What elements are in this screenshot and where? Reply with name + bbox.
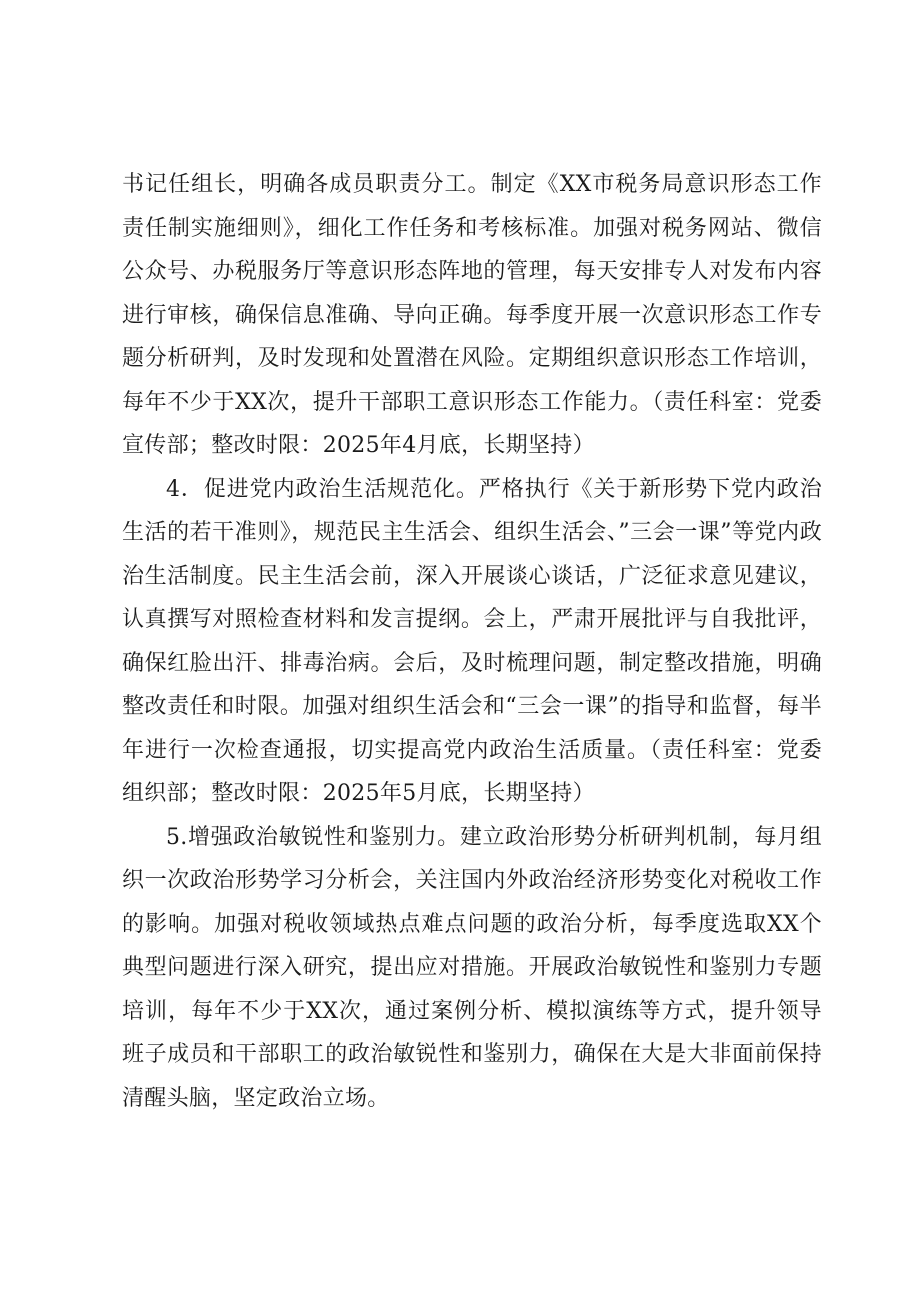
paragraph-item-5: 5.增强政治敏锐性和鉴别力。建立政治形势分析研判机制，每月组织一次政治形势学习分析会，关注国内外政治经济形势变化对税收工作的影响。加强对税收领域热点难点问题的政治分析，每季度选取XX个典型问题进行深入研究，提出应对措施。开展政治敏锐性和鉴别力专题培训，每年不少于XX次，通过案例分析、模拟演练等方式，提升领导班子成员和干部职工的政治敏锐性和鉴别力，确保在大是大非面前保持清醒头脑，坚定政治立场。	[122, 824, 822, 1111]
paragraph-item-4: 4．促进党内政治生活规范化。严格执行《关于新形势下党内政治生活的若干准则》，规范民主生活会、组织生活会、”三会一课”等党内政治生活制度。民主生活会前，深入开展谈心谈话，广泛征求意见建议，认真撰写对照检查材料和发言提纲。会上，严肃开展批评与自我批评，确保红脸出汗、排毒治病。会后，及时梳理问题，制定整改措施，明确整改责任和时限。加强对组织生活会和“三会一课”的指导和监督，每半年进行一次检查通报，切实提高党内政治生活质量。（责任科室：党委组织部；整改时限：2025年5月底，长期坚持）	[122, 476, 822, 806]
document-body	[122, 163, 822, 1120]
paragraph-continuation: 书记任组长，明确各成员职责分工。制定《XX市税务局意识形态工作责任制实施细则》，细化工作任务和考核标准。加强对税务网站、微信公众号、办税服务厅等意识形态阵地的管理，每天安排专人对发布内容进行审核，确保信息准确、导向正确。每季度开展一次意识形态工作专题分析研判，及时发现和处置潜在风险。定期组织意识形态工作培训，每年不少于XX次，提升干部职工意识形态工作能力。（责任科室：党委宣传部；整改时限：2025年4月底，长期坚持）	[122, 172, 822, 458]
